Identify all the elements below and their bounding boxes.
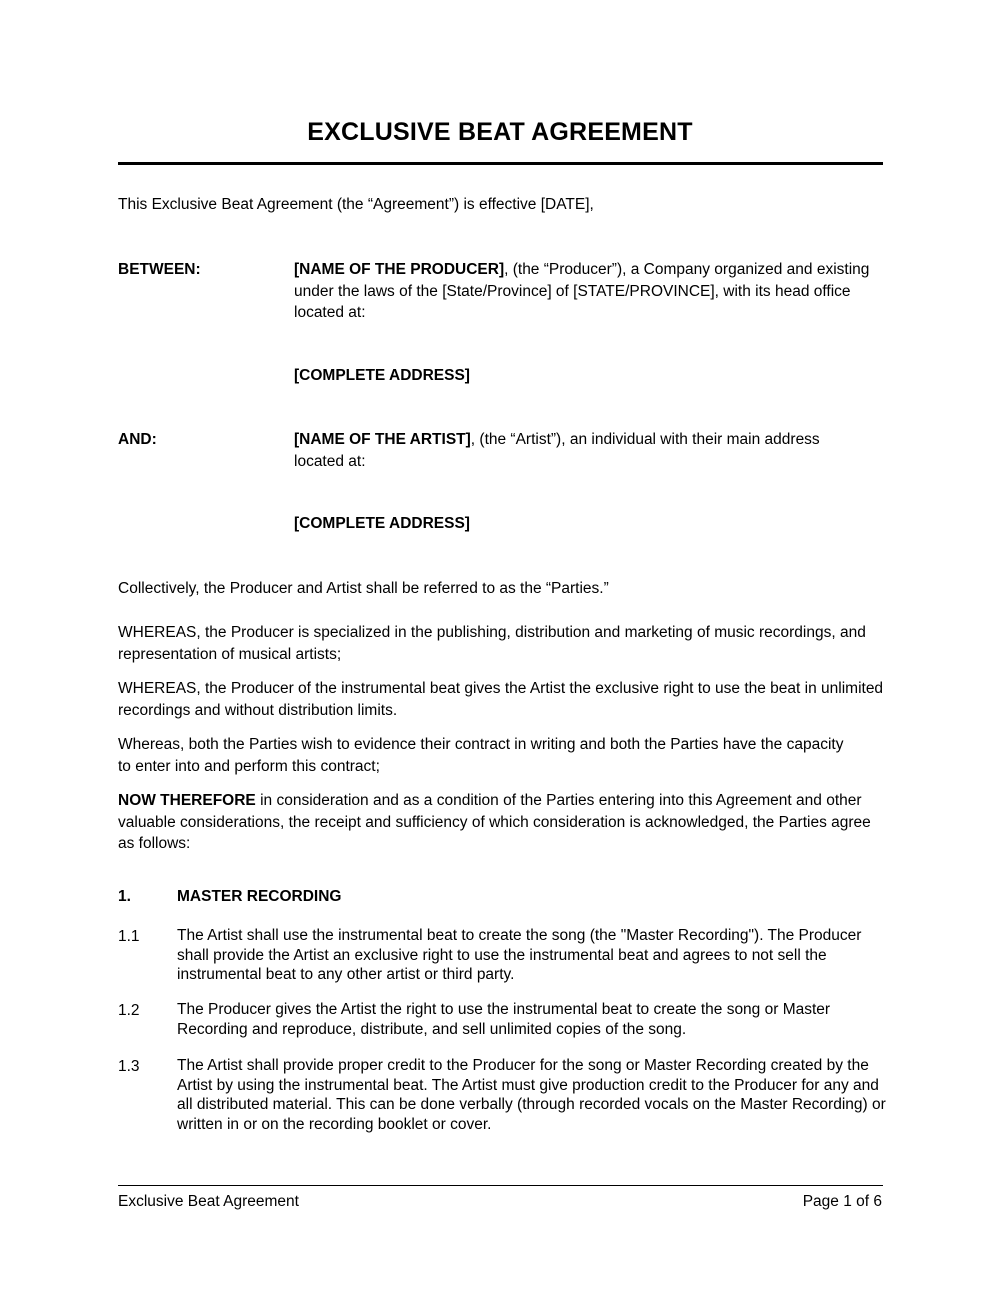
artist-party-text [294, 429, 859, 472]
title-divider [118, 162, 883, 165]
clause-number: 1.2 [118, 1002, 140, 1019]
artist-name: [NAME OF THE ARTIST] [294, 431, 471, 448]
now-therefore-paragraph [118, 790, 873, 855]
and-label: AND: [118, 431, 157, 448]
producer-description: , (the “Producer”), a Company organized and existing under the laws of the [State/Province] of [STATE/PROVINCE], with its head office located at: [294, 261, 870, 321]
whereas-paragraph-2: WHEREAS, the Producer of the instrumental beat gives the Artist the exclusive right to use the beat in unlimited recordings and without distribution limits. [118, 680, 884, 719]
footer-document-name: Exclusive Beat Agreement [118, 1193, 299, 1210]
clause-number: 1.1 [118, 928, 140, 945]
collectively-paragraph: Collectively, the Producer and Artist shall be referred to as the “Parties.” [118, 580, 609, 597]
clause-text: The Artist shall use the instrumental beat to create the song (the "Master Recording"). The Producer shall provide the Artist an exclusive right to use the instrumental beat and agrees to not sell the instrumental beat to any other artist or third party. [177, 927, 862, 983]
section-title: MASTER RECORDING [177, 888, 342, 905]
whereas-paragraph-3: Whereas, both the Parties wish to evidence their contract in writing and both the Parties have the capacity to enter into and perform this contract; [118, 736, 844, 775]
producer-party-text [294, 259, 874, 324]
footer-page-number: Page 1 of 6 [802, 1193, 882, 1210]
section-number: 1. [118, 888, 131, 905]
clause-text: The Producer gives the Artist the right to use the instrumental beat to create the song or Master Recording and reproduce, distribute, and sell unlimited copies of the song. [177, 1001, 831, 1038]
now-therefore-label: NOW THEREFORE [118, 792, 256, 809]
producer-address: [COMPLETE ADDRESS] [294, 367, 470, 384]
now-therefore-text: in consideration and as a condition of the Parties entering into this Agreement and other valuable considerations, the receipt and sufficiency of which consideration is acknowledged, the Parties agree as follows: [118, 792, 871, 852]
footer-divider [118, 1185, 883, 1186]
clause-number: 1.3 [118, 1058, 140, 1075]
producer-name: [NAME OF THE PRODUCER] [294, 261, 505, 278]
intro-paragraph: This Exclusive Beat Agreement (the “Agreement”) is effective [DATE], [118, 196, 594, 213]
between-label: BETWEEN: [118, 261, 201, 278]
document-title: EXCLUSIVE BEAT AGREEMENT [307, 118, 693, 146]
artist-address: [COMPLETE ADDRESS] [294, 515, 470, 532]
clause-text: The Artist shall provide proper credit to the Producer for the song or Master Recording created by the Artist by using the instrumental beat. The Artist must give production credit to the Producer for any and all distributed material. This can be done verbally (through recorded vocals on the Master Recording) or written in or on the recording booklet or cover. [177, 1057, 886, 1133]
whereas-paragraph-1: WHEREAS, the Producer is specialized in the publishing, distribution and marketing of music recordings, and representation of musical artists; [118, 624, 866, 663]
artist-description: , (the “Artist”), an individual with their main address located at: [294, 431, 820, 470]
